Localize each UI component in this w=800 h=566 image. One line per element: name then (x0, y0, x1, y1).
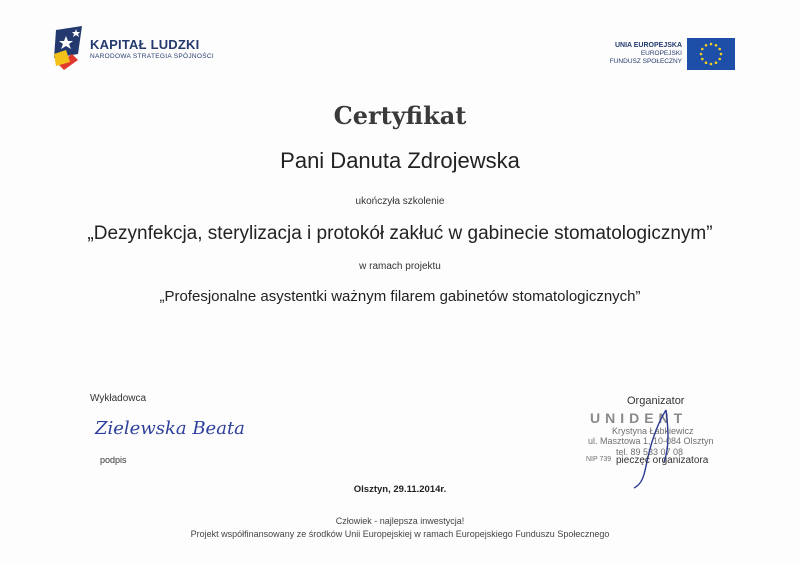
eu-line1: UNIA EUROPEJSKA (614, 42, 682, 49)
kapital-ludzki-subtitle: NARODOWA STRATEGIA SPÓJNOŚCI (90, 53, 214, 60)
kapital-ludzki-title: KAPITAŁ LUDZKI (90, 37, 200, 52)
stamp-line-1: Krystyna Łabkiewicz (612, 426, 694, 436)
eu-logo-text (610, 42, 682, 66)
stamp-line-4: NIP 739 (586, 456, 612, 463)
lecturer-signature: Zielewska Beata (95, 418, 245, 439)
footer-motto: Człowiek - najlepsza inwestycja! (335, 516, 465, 526)
stamp-line-2: ul. Masztowa 1, 10-084 Olsztyn (588, 436, 714, 446)
lecturer-label: Wykładowca (90, 393, 147, 404)
project-title: „Profesjonalne asystentki ważnym filarem gabinetów stomatologicznych” (159, 288, 641, 305)
certificate-title: Certyfikat (333, 101, 467, 130)
kapital-ludzki-star-logo (52, 24, 88, 72)
recipient-name: Pani Danuta Zdrojewska (280, 148, 520, 173)
signature-label: podpis (100, 455, 127, 465)
stamp-label: pieczęć organizatora (616, 455, 709, 466)
completed-text: ukończyła szkolenie (355, 196, 445, 207)
organizer-label: Organizator (627, 395, 685, 407)
eu-line3: FUNDUSZ SPOŁECZNY (609, 58, 682, 65)
organizer-signature-mark (626, 406, 686, 496)
eu-flag-icon (687, 38, 735, 70)
footer-cofinance: Projekt współfinansowany ze środków Unii Europejskiej w ramach Europejskiego Funduszu Społecznego (190, 529, 610, 539)
stamp-line-3: tel. 89 533 07 08 (616, 447, 684, 457)
course-title: „Dezynfekcja, sterylizacja i protokół zakłuć w gabinecie stomatologicznym” (87, 223, 713, 244)
eu-line2: EUROPEJSKI (640, 50, 682, 57)
place-date: Olsztyn, 29.11.2014r. (353, 484, 447, 495)
stamp-brand: UNIDENT (590, 410, 688, 426)
within-project-text: w ramach projektu (359, 261, 441, 272)
